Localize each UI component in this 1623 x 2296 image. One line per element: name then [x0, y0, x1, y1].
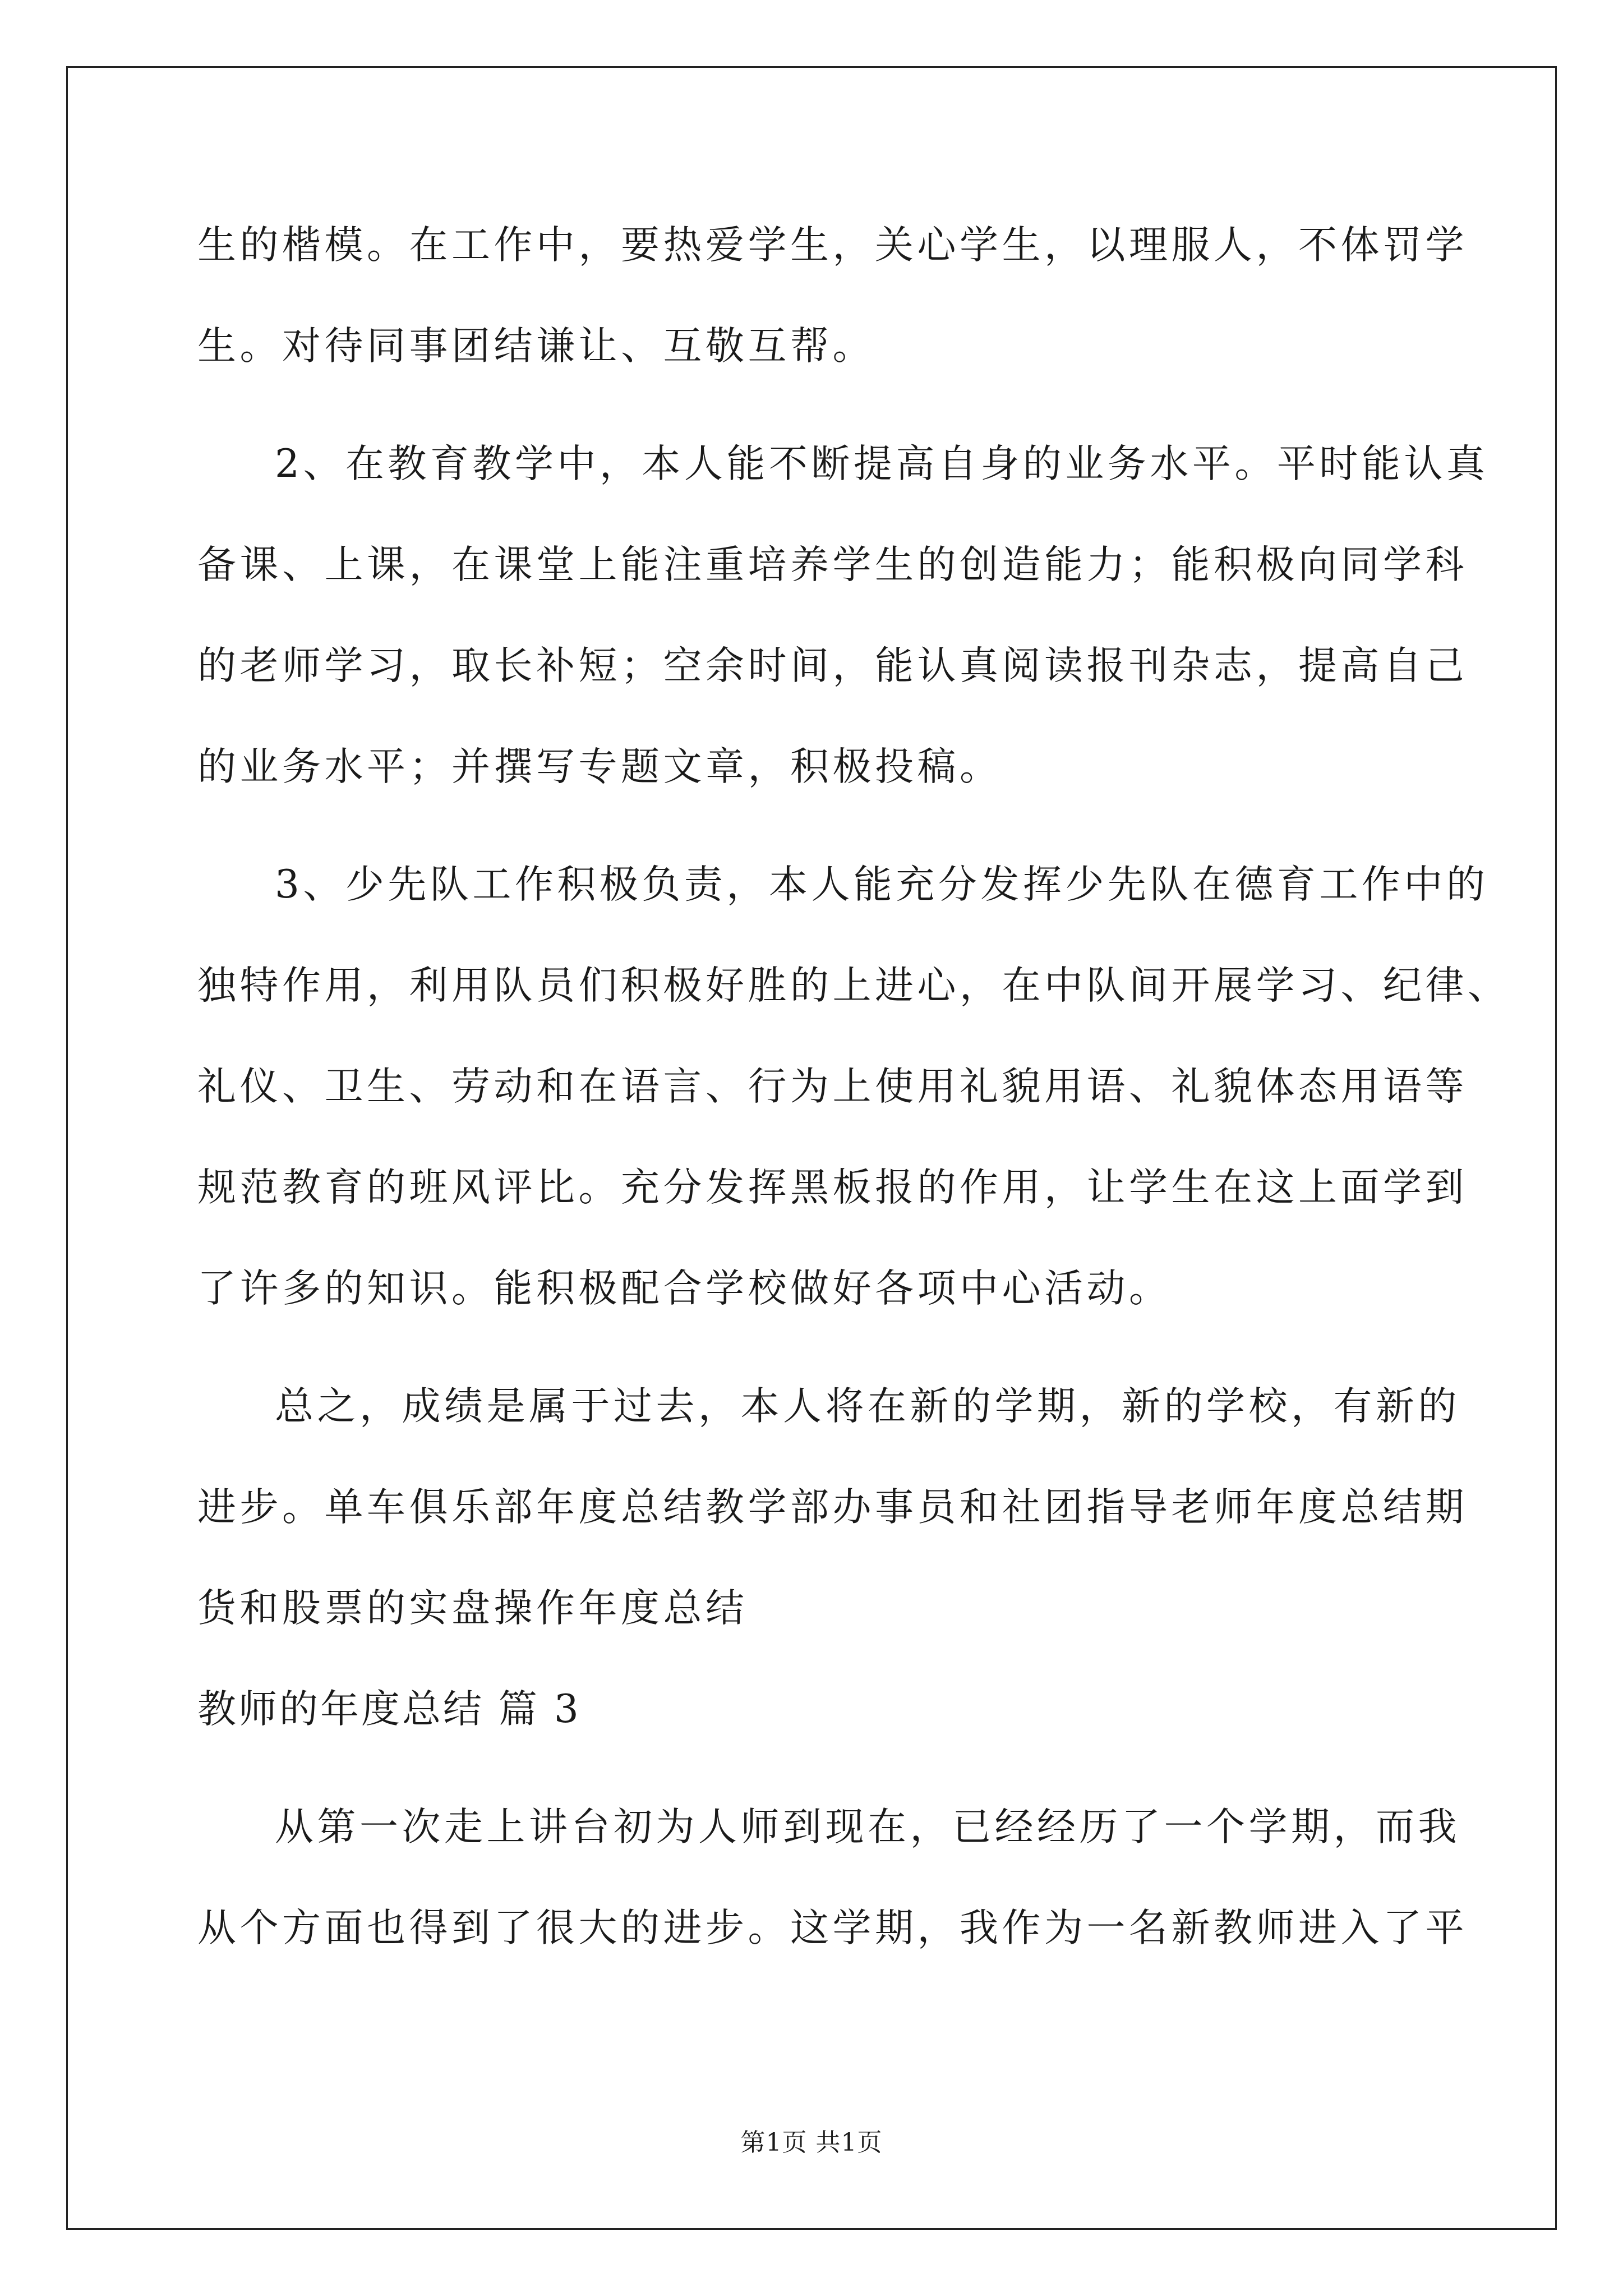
page-footer: 第1页 共1页	[740, 2128, 883, 2157]
text-line: 生的楷模。在工作中，要热爱学生，关心学生，以理服人，不体罚学	[197, 223, 1468, 268]
text-line: 货和股票的实盘操作年度总结	[197, 1586, 748, 1631]
text-line: 独特作用，利用队员们积极好胜的上进心，在中队间开展学习、纪律、	[197, 963, 1510, 1008]
paragraph-start: 3、少先队工作积极负责，本人能充分发挥少先队在德育工作中的	[275, 862, 1489, 907]
text-line: 了许多的知识。能积极配合学校做好各项中心活动。	[197, 1266, 1172, 1311]
text-line: 的老师学习，取长补短；空余时间，能认真阅读报刊杂志，提高自己	[197, 643, 1468, 688]
section-heading: 教师的年度总结 篇 3	[197, 1687, 581, 1732]
text-line: 的业务水平；并撰写专题文章，积极投稿。	[197, 744, 1002, 789]
text-line: 备课、上课，在课堂上能注重培养学生的创造能力；能积极向同学科	[197, 542, 1468, 587]
text-line: 从个方面也得到了很大的进步。这学期，我作为一名新教师进入了平	[197, 1906, 1468, 1950]
text-line: 礼仪、卫生、劳动和在语言、行为上使用礼貌用语、礼貌体态用语等	[197, 1064, 1468, 1109]
paragraph-start: 2、在教育教学中，本人能不断提高自身的业务水平。平时能认真	[275, 441, 1489, 486]
text-line: 进步。单车俱乐部年度总结教学部办事员和社团指导老师年度总结期	[197, 1485, 1468, 1530]
paragraph-start: 从第一次走上讲台初为人师到现在，已经经历了一个学期，而我	[275, 1805, 1460, 1849]
text-line: 生。对待同事团结谦让、互敬互帮。	[197, 324, 875, 369]
text-line: 规范教育的班风评比。充分发挥黑板报的作用，让学生在这上面学到	[197, 1165, 1468, 1210]
paragraph-start: 总之，成绩是属于过去，本人将在新的学期，新的学校，有新的	[275, 1384, 1460, 1429]
